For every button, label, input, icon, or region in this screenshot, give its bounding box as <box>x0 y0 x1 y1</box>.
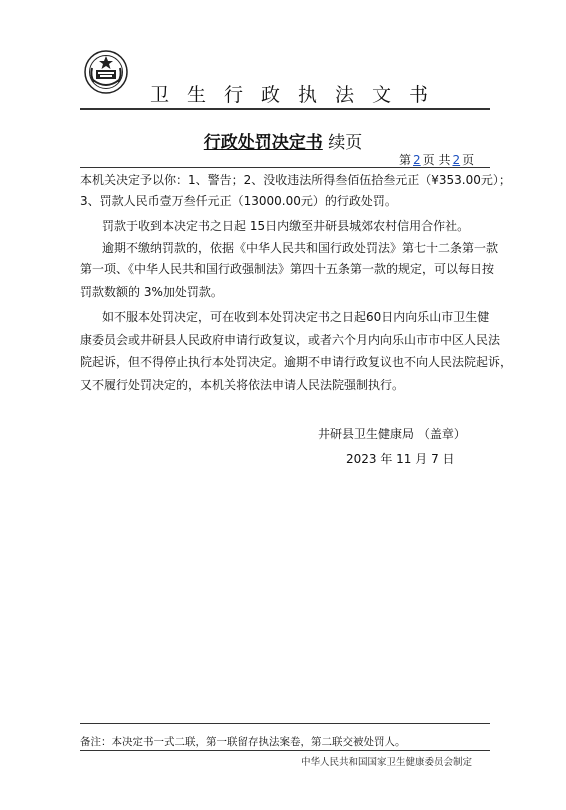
issue-date: 2023 年 11 月 7 日 <box>346 452 455 466</box>
document-title-suffix: 续页 <box>328 133 363 153</box>
issuing-organization: 井研县卫生健康局 （盖章） <box>318 427 466 441</box>
footer-text: 中华人民共和国国家卫生健康委员会制定 <box>301 757 473 768</box>
national-emblem-icon <box>84 50 128 94</box>
document-title-main: 行政处罚决定书 <box>203 133 323 153</box>
body-line-3: 罚款于收到本决定书之日起 15日内缴至井研县城郊农村信用合作社。 <box>102 219 470 233</box>
document-title <box>0 128 566 153</box>
note-text: 备注：本决定书一式二联，第一联留存执法案卷，第二联交被处罚人。 <box>80 736 406 748</box>
body-line-6: 罚款数额的 3%加处罚款。 <box>80 285 223 299</box>
title-divider <box>80 167 490 168</box>
body-line-8: 康委员会或井研县人民政府申请行政复议，或者六个月内向乐山市市中区人民法 <box>80 333 501 347</box>
body-line-9: 院起诉，但不得停止执行本处罚决定。逾期不申请行政复议也不向人民法院起诉， <box>80 355 513 369</box>
page-indicator <box>399 151 474 168</box>
body-line-2: 3、罚款人民币壹万叁仟元正（13000.00元）的行政处罚。 <box>80 194 397 208</box>
page-current: 2 <box>413 153 421 167</box>
body-line-7: 如不服本处罚决定，可在收到本处罚决定书之日起60日内向乐山市卫生健 <box>102 310 490 324</box>
body-line-10: 又不履行处罚决定的，本机关将依法申请人民法院强制执行。 <box>80 378 405 392</box>
body-line-4: 逾期不缴纳罚款的，依据《中华人民共和国行政处罚法》第七十二条第一款 <box>102 241 499 255</box>
body-line-1: 本机关决定予以你：1、警告；2、没收违法所得叁佰伍拾叁元正（¥353.00元）； <box>80 173 511 187</box>
page-prefix: 第 <box>399 153 412 167</box>
note-divider-bottom <box>80 750 490 751</box>
header-divider <box>80 108 490 110</box>
body-line-5: 第一项、《中华人民共和国行政强制法》第四十五条第一款的规定，可以每日按 <box>80 262 495 276</box>
note-divider-top <box>80 723 490 724</box>
page-total: 2 <box>452 153 461 167</box>
header-title: 卫生行政执法文书 <box>150 84 447 106</box>
page-middle: 页 共 <box>422 153 451 167</box>
page-suffix: 页 <box>462 153 475 167</box>
